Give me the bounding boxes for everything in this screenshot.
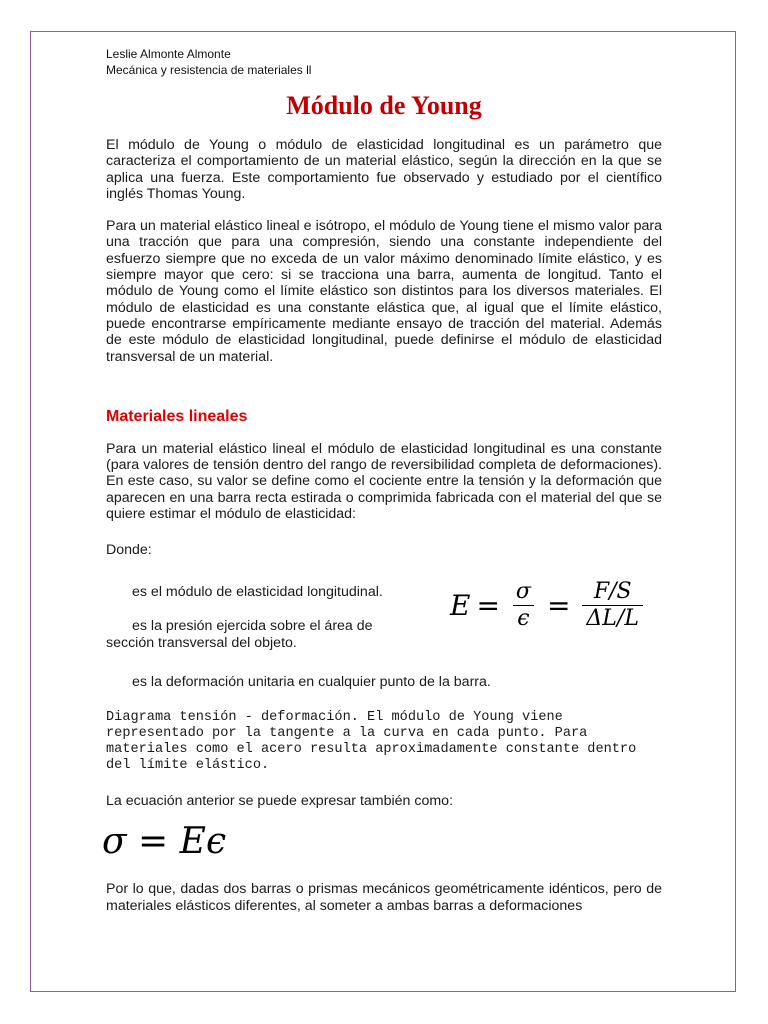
section-paragraph: Para un material elástico lineal el módulo de elasticidad longitudinal es una constante (para valores de tensión dentro del rango de reversibilidad completa de deformaciones). En este caso, su valor se define como el cociente entre la tensión y la deformación que aparecen en una barra recta estirada o comprimida fabricada con el material del que se quiere estimar el módulo de elasticidad: [106,440,662,523]
formula2-epsilon: ϵ [205,821,227,863]
formula-equals-2: = [546,588,571,622]
author-name: Leslie Almonte Almonte [106,47,231,61]
definition-sigma: es la presión ejercida sobre el área de sección transversal del objeto. [106,618,373,651]
formula2-equals: = [138,821,169,863]
closing-paragraph: Por lo que, dadas dos barras o prismas mecánicos geométricamente idénticos, pero de materiales elásticos diferentes, al someter a ambas barras a deformaciones [106,881,662,914]
donde-label: Donde: [106,542,152,559]
definitions-block [106,570,662,710]
intro-paragraph: El módulo de Young o módulo de elasticidad longitudinal es un parámetro que caracteriza el comportamiento de un material elástico, según la dirección en la que se aplica una fuerza. Este comportamiento fue observado y estudiado por el científico inglés Thomas Young. [106,137,662,202]
document-title: Módulo de Young [286,91,482,120]
hooke-law-formula [102,819,662,865]
fraction-num-2: F/S [593,578,632,604]
formula-lhs: E [450,588,471,622]
course-name: Mecánica y resistencia de materiales ll [106,63,312,77]
definition-epsilon: es la deformación unitaria en cualquier punto de la barra. [132,674,491,691]
page-content [102,46,662,914]
equation-intro: La ecuación anterior se puede expresar también como: [106,793,454,810]
fraction-den-2: ΔL/L [582,605,643,632]
section-heading: Materiales lineales [106,407,248,425]
second-paragraph: Para un material elástico lineal e isótropo, el módulo de Young tiene el mismo valor para una tracción que para una compresión, siendo una constante independiente del esfuerzo siempre que no exceda de un valor máximo denominado límite elástico, y es siempre mayor que cero: si se tracciona una barra, aumenta de longitud. Tanto el módulo de Young como el límite elástico son distintos para los diversos materiales. El módulo de elasticidad es una constante elástica que, al igual que el límite elástico, puede encontrarse empíricamente mediante ensayo de tracción del material. Además de este módulo de elasticidad longitudinal, puede definirse el módulo de elasticidad transversal de un material. [106,218,662,365]
fraction-den-1: ϵ [513,605,533,632]
document-page [30,31,736,992]
fraction-force-length [582,579,643,632]
definition-e: es el módulo de elasticidad longitudinal. [132,584,383,601]
fraction-stress-strain [512,579,535,632]
diagram-caption: Diagrama tensión - deformación. El módulo de Young viene representado por la tangente a la curva en cada punto. Para materiales como el acero resulta aproximadamente constante dentro del límite elástico. [106,710,637,774]
formula-equals-1: = [476,588,500,622]
young-modulus-formula [450,570,649,640]
formula2-e: E [179,821,206,863]
formula2-lhs: σ [102,821,127,863]
fraction-num-1: σ [515,578,531,604]
